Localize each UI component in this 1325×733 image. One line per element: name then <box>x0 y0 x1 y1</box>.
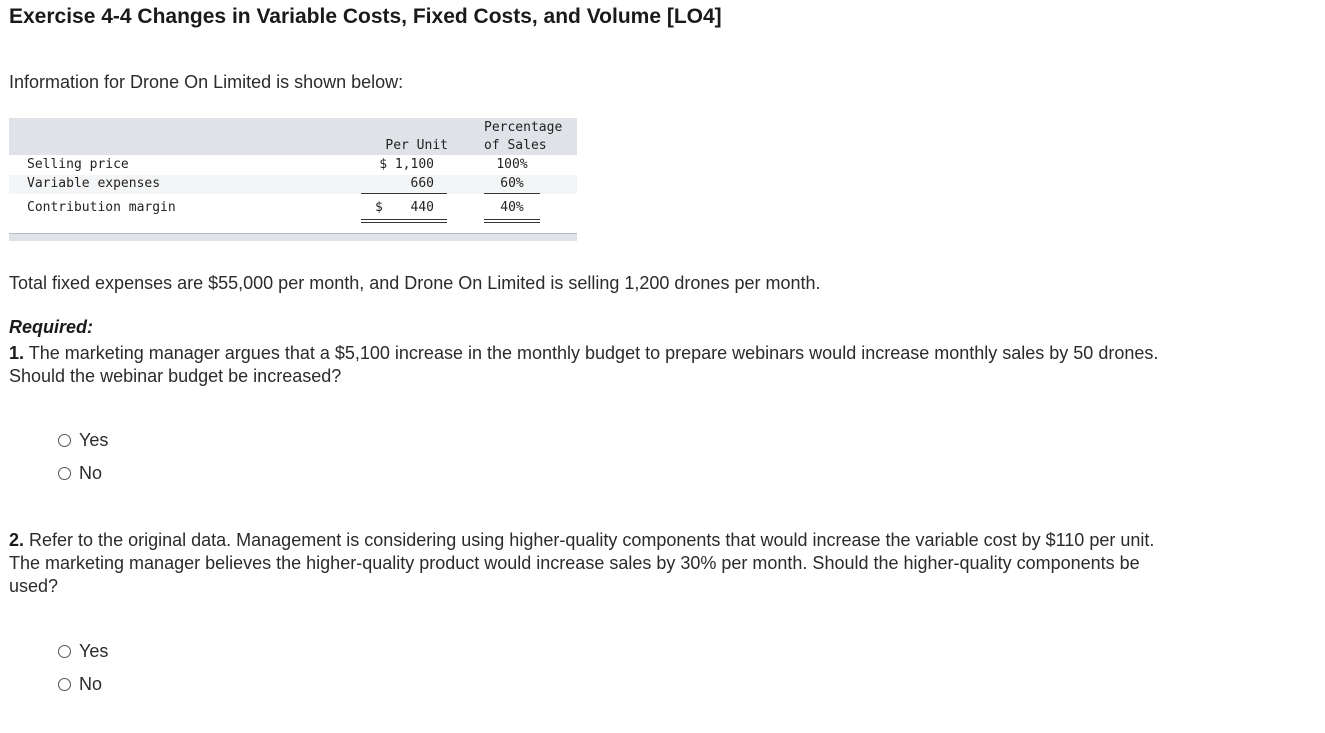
required-label: Required: <box>9 317 94 337</box>
q2-option-no[interactable] <box>58 673 102 695</box>
question-1-number: 1. <box>9 343 25 363</box>
row-pct-value: 60% <box>500 176 524 191</box>
fixed-expenses-text: Total fixed expenses are $55,000 per month, and Drone On Limited is selling 1,200 drones per month. <box>9 273 821 293</box>
question-1-text: The marketing manager argues that a $5,100 increase in the monthly budget to prepare webinars would increase monthly sales by 50 drones. Should the webinar budget be increased? <box>9 343 1159 386</box>
row-unit-value: $ 1,100 <box>379 157 434 172</box>
subtotal-underline-unit <box>361 193 447 194</box>
subtotal-underline-pct <box>484 193 540 194</box>
question-1 <box>9 342 1189 388</box>
row-label: Contribution margin <box>27 200 176 215</box>
radio-icon[interactable] <box>58 434 71 447</box>
total-double-underline-unit <box>361 219 447 223</box>
table-footer <box>9 233 577 241</box>
intro-text: Information for Drone On Limited is shown below: <box>9 72 404 92</box>
option-label: Yes <box>79 429 109 450</box>
radio-icon[interactable] <box>58 678 71 691</box>
row-unit-value: 440 <box>410 200 434 215</box>
option-label: Yes <box>79 640 109 661</box>
table-row-selling-price <box>9 156 577 175</box>
table-row-variable-expenses <box>9 175 577 194</box>
q1-option-no[interactable] <box>58 462 102 484</box>
row-pct-value: 40% <box>500 200 524 215</box>
total-double-underline-pct <box>484 219 540 223</box>
row-label: Selling price <box>27 157 129 172</box>
table-row-contribution-margin <box>9 199 577 218</box>
cost-table <box>9 118 577 241</box>
page-title: Exercise 4-4 Changes in Variable Costs, Fixed Costs, and Volume [LO4] <box>9 5 722 28</box>
row-pct-value: 100% <box>496 157 528 172</box>
header-of-sales: of Sales <box>484 138 547 153</box>
question-2-number: 2. <box>9 530 25 550</box>
row-unit-symbol: $ <box>375 200 383 215</box>
row-unit-value: 660 <box>410 176 434 191</box>
q1-option-yes[interactable] <box>58 429 108 451</box>
option-label: No <box>79 673 103 694</box>
question-2-text: Refer to the original data. Management is considering using higher-quality components that would increase the variable cost by $110 per unit. The marketing manager believes the higher-quality product would increase sales by 30% per month. Should the higher-quality components be used? <box>9 530 1155 596</box>
question-2 <box>9 529 1189 598</box>
q2-option-yes[interactable] <box>58 640 108 662</box>
header-percentage: Percentage <box>484 120 563 135</box>
row-label: Variable expenses <box>27 176 161 191</box>
header-per-unit: Per Unit <box>385 138 448 153</box>
radio-icon[interactable] <box>58 467 71 480</box>
radio-icon[interactable] <box>58 645 71 658</box>
option-label: No <box>79 462 103 483</box>
